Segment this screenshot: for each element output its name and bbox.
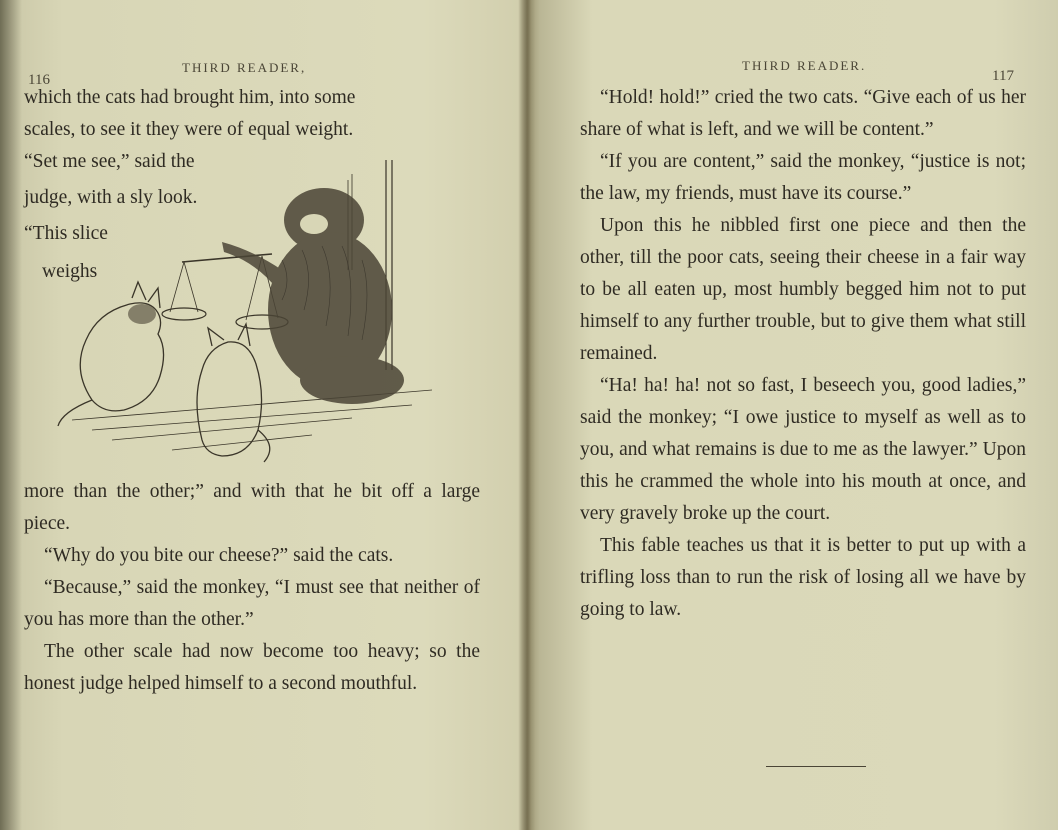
text-line: which the cats had brought him, into some: [24, 87, 356, 108]
text-line: scales, to see it they were of equal weight.: [24, 119, 354, 140]
right-page: [540, 0, 1058, 830]
paragraph: Upon this he nibbled first one piece and then the other, till the poor cats, seeing their cheese in a fair way to be all eaten up, most humbly begged him not to put himself to any further trouble, but to give them what still remained.: [580, 215, 1026, 364]
left-top-text: [24, 82, 476, 146]
left-page: [0, 0, 520, 830]
text-line: “This slice: [24, 223, 108, 244]
paragraph: This fable teaches us that it is better to put up with a trifling loss than to run the risk of losing all we have by going to law.: [580, 535, 1026, 620]
text-line: “Set me see,” said the: [24, 151, 195, 172]
right-running-head: THIRD READER.: [742, 58, 867, 73]
left-bottom-text: [24, 476, 480, 700]
left-running-head: THIRD READER,: [182, 60, 307, 75]
paragraph: “Ha! ha! ha! not so fast, I beseech you, good ladies,” said the monkey; “I owe justice to myself as well as to you, and what remains is due to me as the lawyer.” Upon this he crammed the whole into his mouth at once, and very gravely broke up the court.: [580, 375, 1026, 524]
paragraph: “If you are content,” said the monkey, “justice is not; the law, my friends, must have its course.”: [580, 151, 1026, 204]
monkey-judge-illustration: [52, 150, 452, 470]
right-page-number: 117: [992, 68, 1014, 84]
end-rule: [766, 766, 866, 767]
text-line: judge, with a sly look.: [24, 187, 198, 208]
left-page-number: 116: [28, 72, 50, 88]
paragraph: more than the other;” and with that he bit off a large piece.: [24, 481, 480, 534]
paragraph: “Because,” said the monkey, “I must see that neither of you has more than the other.”: [24, 577, 480, 630]
text-line: weighs: [42, 261, 98, 282]
paragraph: “Why do you bite our cheese?” said the cats.: [44, 545, 394, 566]
book-gutter: [518, 0, 540, 830]
paragraph: “Hold! hold!” cried the two cats. “Give each of us her share of what is left, and we will be content.”: [580, 87, 1026, 140]
right-body-text: [580, 82, 1026, 626]
paragraph: The other scale had now become too heavy; so the honest judge helped himself to a second mouthful.: [24, 641, 480, 694]
